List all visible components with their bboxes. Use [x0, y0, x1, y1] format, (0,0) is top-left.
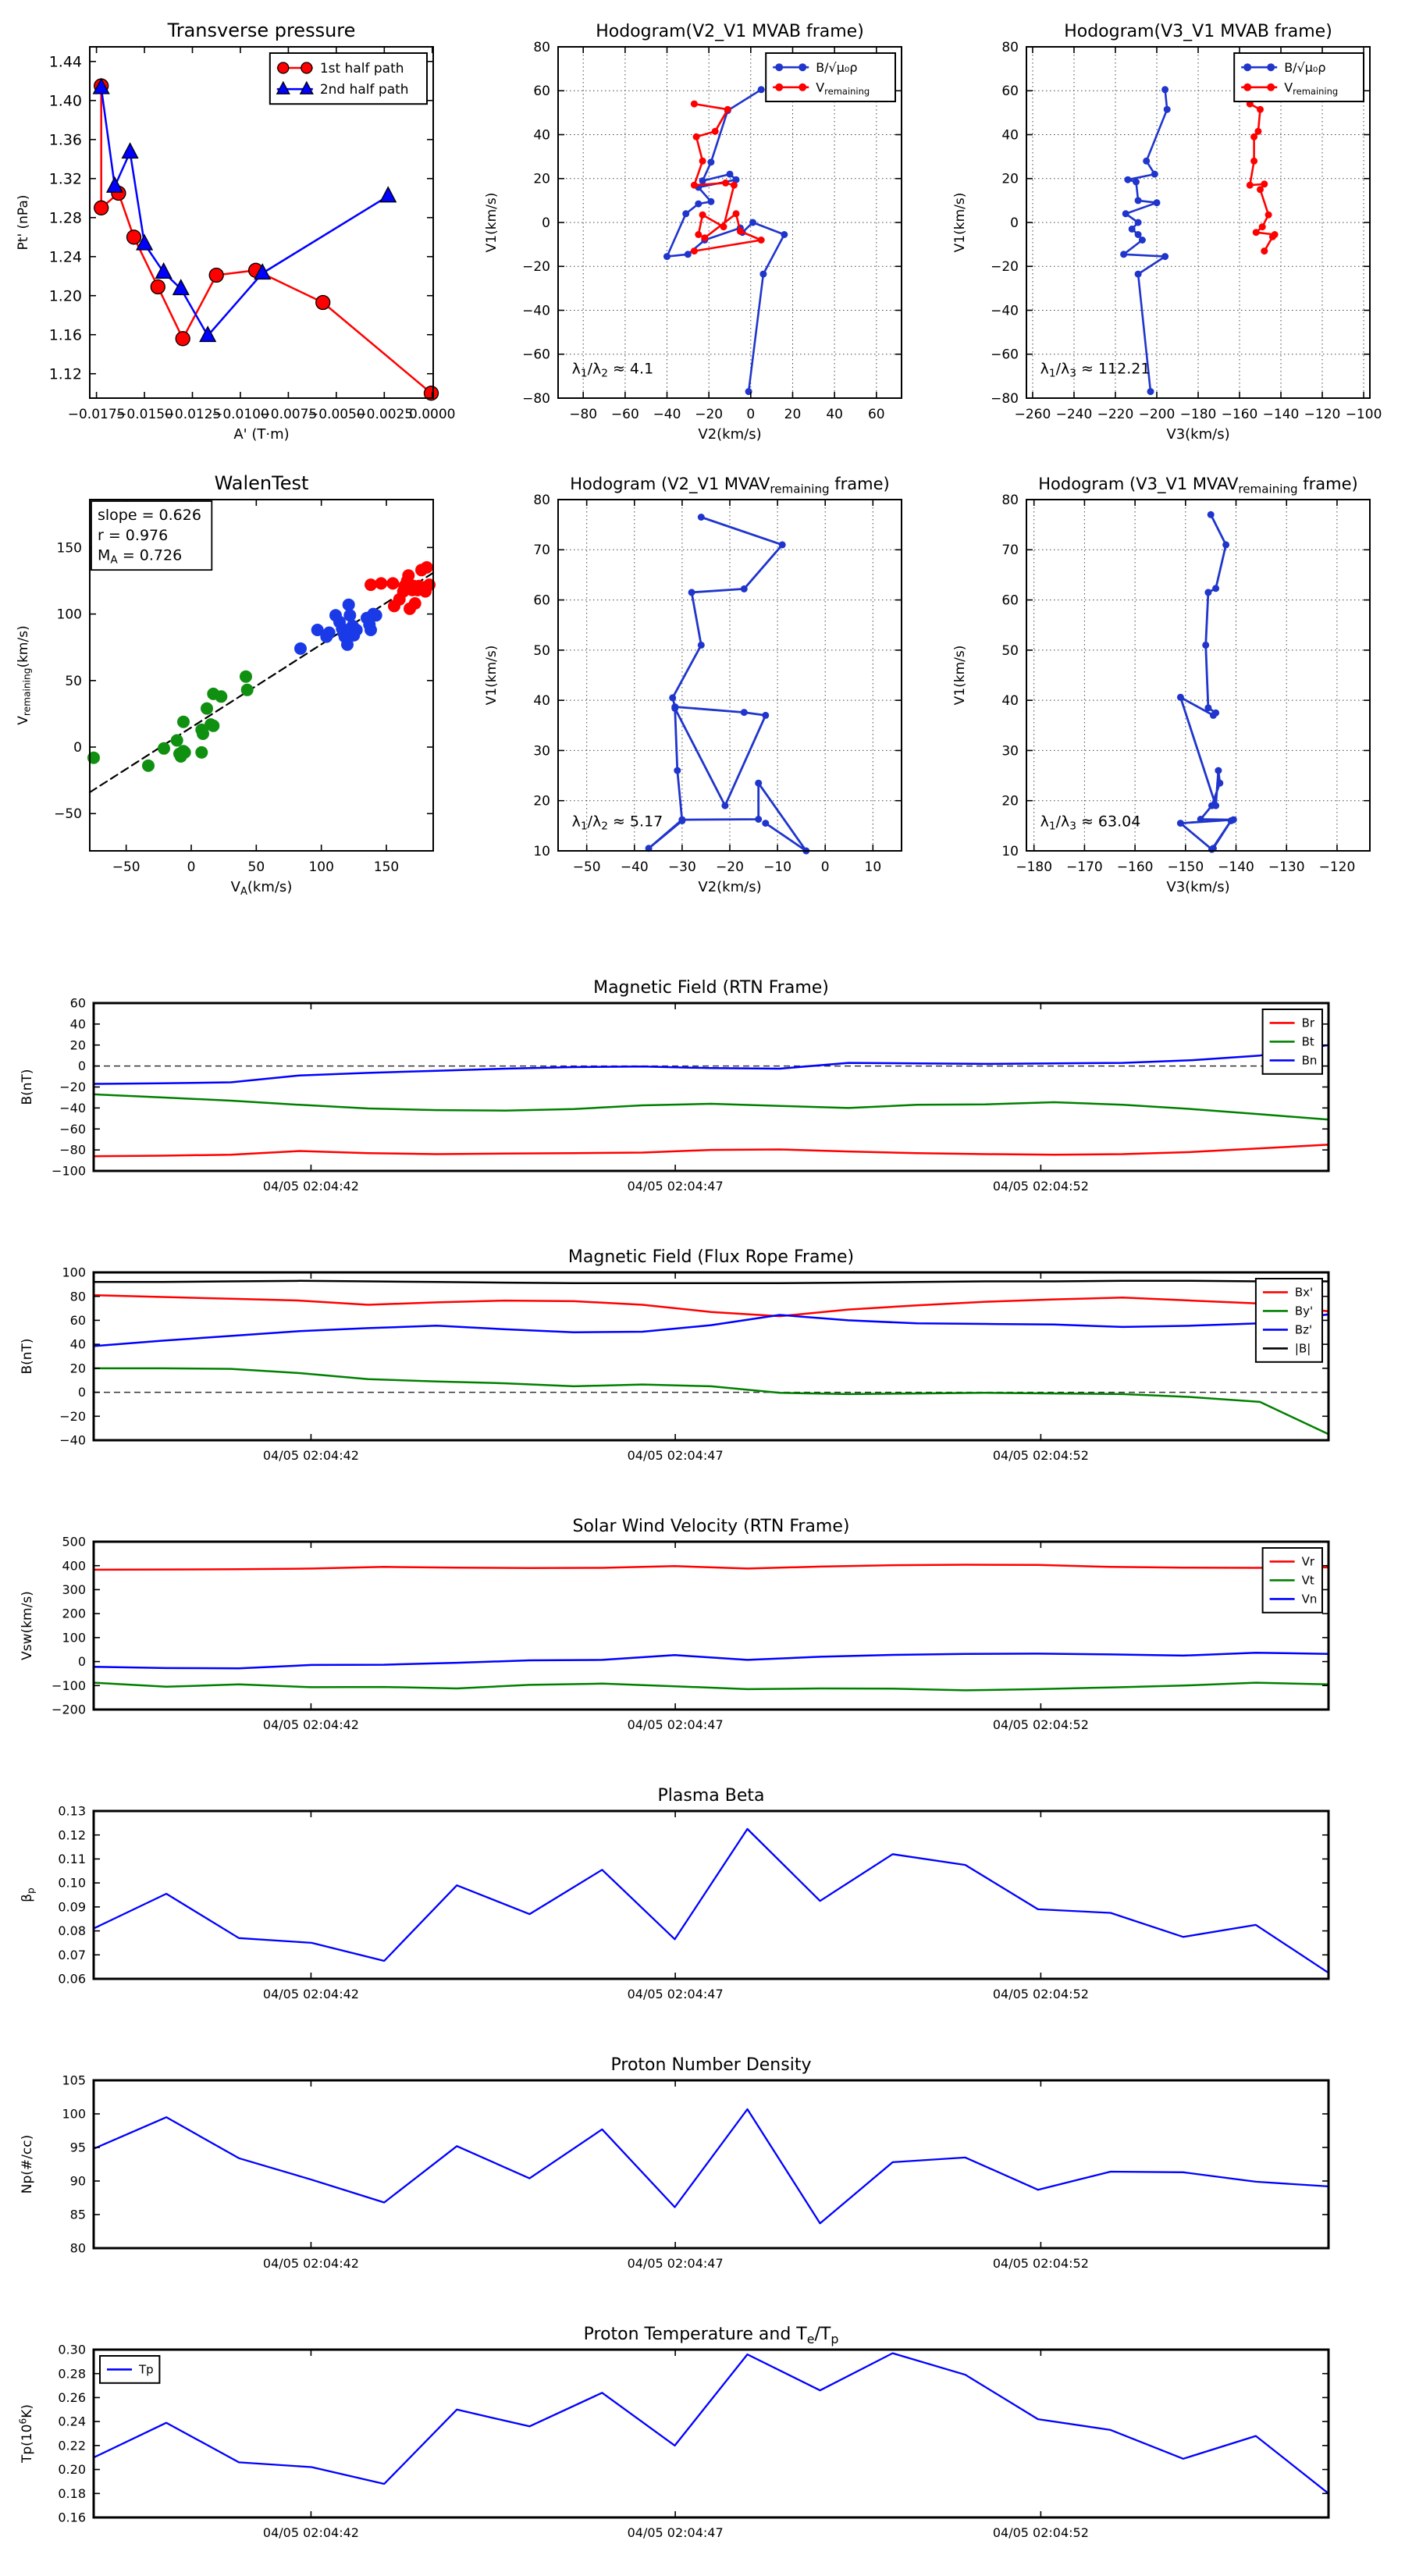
plasma-beta-ytick: 0.12	[58, 1827, 86, 1843]
b-rtn-ytick: 40	[69, 1016, 86, 1032]
hodogram-v2v1-mvab-xlabel: V2(km/s)	[698, 426, 762, 443]
transverse-pressure-xtick: −0.0175	[67, 407, 126, 422]
chart-solar-wind-velocity	[0, 1479, 1405, 1749]
proton-temperature-xtick: 04/05 02:04:42	[262, 2525, 359, 2540]
b-fluxrope-ytick: 80	[69, 1289, 86, 1304]
b-fluxrope-ytick: 60	[69, 1313, 86, 1329]
hodogram-v3v1-mvav-ylabel: V1(km/s)	[952, 645, 968, 706]
proton-temperature-ylabel: $Tp(10^6K)$	[17, 2404, 35, 2463]
transverse-pressure-ytick: 1.40	[48, 92, 82, 110]
hodogram-v2v1-mvab-ytick: 80	[533, 39, 550, 55]
hodogram-v3v1-mvab-ytick: 60	[1001, 84, 1019, 100]
hodogram-v2v1-mvav-annotation: $\lambda_1/\lambda_2 \approx 5.17$	[571, 813, 663, 833]
walen-test-ytick: 150	[56, 540, 82, 557]
b-fluxrope-ytick: −40	[59, 1432, 86, 1448]
proton-density-ylabel: Np(#/cc)	[20, 2134, 35, 2194]
b-rtn-xtick: 04/05 02:04:52	[992, 1179, 1089, 1194]
proton-density-ytick: 105	[62, 2073, 86, 2088]
hodogram-v3v1-mvab-legend	[1234, 53, 1364, 101]
proton-density-ytick: 90	[69, 2173, 86, 2189]
proton-temperature-ytick: 0.28	[58, 2366, 86, 2382]
walen-test-ytick: −50	[54, 806, 82, 823]
b-fluxrope-ylabel: B(nT)	[20, 1338, 35, 1375]
vsw-rtn-title: Solar Wind Velocity (RTN Frame)	[572, 1517, 850, 1536]
b-fluxrope-svg	[0, 1210, 1405, 1479]
walen-test-xtick: 0	[187, 859, 196, 875]
transverse-pressure-legend	[270, 53, 427, 104]
chart-walen-test	[0, 453, 468, 906]
hodogram-v2v1-mvav-ytick: 40	[533, 693, 550, 710]
hodogram-v2v1-mvab-ytick: 60	[533, 84, 550, 100]
svg-text:Vr: Vr	[1301, 1554, 1315, 1569]
b-fluxrope-ytick: 100	[62, 1265, 86, 1280]
hodogram-v3v1-mvav-ytick: 30	[1001, 743, 1019, 760]
svg-text:2nd half path: 2nd half path	[319, 82, 409, 98]
hodogram-v3v1-mvab-ylabel: V1(km/s)	[952, 192, 968, 253]
b-rtn-svg	[0, 941, 1405, 1210]
hodogram-v3v1-mvab-xtick: −240	[1055, 407, 1093, 422]
b-rtn-ytick: −20	[59, 1080, 86, 1095]
proton-density-xtick: 04/05 02:04:47	[627, 2256, 724, 2271]
proton-density-ytick: 80	[69, 2240, 86, 2256]
vsw-rtn-ytick: 400	[62, 1558, 86, 1574]
vsw-rtn-xtick: 04/05 02:04:52	[992, 1717, 1089, 1732]
plasma-beta-ytick: 0.13	[58, 1803, 86, 1819]
transverse-pressure-ytick: 1.32	[48, 170, 82, 188]
b-fluxrope-legend	[1256, 1279, 1322, 1362]
proton-temperature-ytick: 0.16	[58, 2510, 86, 2525]
hodogram-v3v1-mvav-svg	[937, 453, 1405, 906]
hodogram-v3v1-mvab-ytick: 40	[1001, 127, 1019, 144]
hodogram-v3v1-mvav-ytick: 10	[1001, 843, 1019, 859]
hodogram-v2v1-mvav-ytick: 70	[533, 543, 550, 559]
hodogram-v2v1-mvav-title: Hodogram (V2_V1 $MVAV_{remaining}$ frame)	[570, 475, 890, 496]
hodogram-v3v1-mvab-xtick: −260	[1014, 407, 1051, 422]
hodogram-v3v1-mvab-ytick: −40	[991, 303, 1019, 319]
hodogram-v2v1-mvab-xtick: −80	[569, 407, 598, 422]
hodogram-v2v1-mvav-xtick: 0	[820, 859, 830, 875]
plasma-beta-ytick: 0.10	[58, 1875, 86, 1891]
svg-text:1st half path: 1st half path	[319, 60, 404, 76]
transverse-pressure-ytick: 1.12	[48, 365, 82, 383]
hodogram-v2v1-mvab-ytick: −80	[522, 390, 550, 407]
vsw-rtn-ytick: 0	[77, 1654, 86, 1670]
figure-row-2	[0, 453, 1405, 906]
hodogram-v2v1-mvab-xtick: 20	[784, 407, 802, 422]
walen-test-title: WalenTest	[214, 472, 309, 494]
walen-test-ytick: 50	[65, 673, 82, 689]
hodogram-v2v1-mvav-xtick: −20	[716, 859, 744, 875]
proton-density-title: Proton Number Density	[610, 2055, 812, 2075]
hodogram-v2v1-mvab-xtick: 60	[867, 407, 885, 422]
transverse-pressure-xtick: 0.0000	[409, 407, 456, 422]
hodogram-v3v1-mvab-ytick: −80	[991, 390, 1019, 407]
hodogram-v2v1-mvav-xtick: −40	[620, 859, 649, 875]
plasma-beta-xtick: 04/05 02:04:52	[992, 1987, 1089, 2001]
transverse-pressure-ytick: 1.28	[48, 209, 82, 227]
hodogram-v2v1-mvab-ytick: 20	[533, 171, 550, 187]
vsw-rtn-ytick: 100	[62, 1630, 86, 1646]
hodogram-v3v1-mvab-annotation: $\lambda_1/\lambda_3 \approx 112.21$	[1040, 360, 1151, 380]
hodogram-v3v1-mvab-xtick: −180	[1179, 407, 1217, 422]
proton-density-ytick: 100	[62, 2106, 86, 2122]
b-rtn-ylabel: B(nT)	[20, 1069, 35, 1105]
plasma-beta-ytick: 0.08	[58, 1923, 86, 1939]
hodogram-v2v1-mvab-xtick: 0	[746, 407, 756, 422]
chart-hodogram-v2v1-mvab	[468, 0, 937, 453]
plasma-beta-ylabel: $\beta_p$	[20, 1888, 37, 1902]
hodogram-v3v1-mvab-xtick: −160	[1221, 407, 1258, 422]
hodogram-v2v1-mvav-xtick: −10	[763, 859, 792, 875]
hodogram-v2v1-mvab-annotation: $\lambda_1/\lambda_2 \approx 4.1$	[571, 360, 654, 380]
svg-text:Bt: Bt	[1301, 1034, 1314, 1049]
svg-text:MA = 0.726: $M_A = 0.726$	[98, 546, 183, 567]
svg-text:Vremaining: $V_{remaining}$	[1284, 80, 1339, 97]
transverse-pressure-svg	[0, 0, 468, 453]
b-fluxrope-ytick: 40	[69, 1336, 86, 1352]
b-rtn-ytick: −60	[59, 1121, 86, 1137]
chart-magnetic-field-rtn	[0, 941, 1405, 1210]
hodogram-v3v1-mvab-svg	[937, 0, 1405, 453]
vsw-rtn-ytick: 500	[62, 1534, 86, 1550]
hodogram-v3v1-mvav-ytick: 80	[1001, 492, 1019, 508]
hodogram-v3v1-mvab-ytick: −20	[991, 259, 1019, 276]
proton-temperature-ytick: 0.26	[58, 2390, 86, 2406]
svg-text:B/√μ₀ρ: B/√μ₀ρ	[816, 59, 858, 75]
hodogram-v3v1-mvab-ytick: −60	[991, 347, 1019, 363]
svg-text:Bn: Bn	[1301, 1053, 1318, 1068]
chart-magnetic-field-fluxrope	[0, 1210, 1405, 1479]
proton-temperature-ytick: 0.24	[58, 2414, 86, 2429]
hodogram-v3v1-mvab-ytick: 80	[1001, 39, 1019, 55]
walen-test-ytick: 100	[56, 607, 82, 623]
svg-text:Bx': Bx'	[1294, 1285, 1314, 1300]
plasma-beta-ytick: 0.11	[58, 1852, 86, 1867]
transverse-pressure-xtick: −0.0125	[163, 407, 222, 422]
proton-temperature-svg	[0, 2287, 1405, 2556]
plasma-beta-ytick: 0.06	[58, 1971, 86, 1987]
walen-test-xtick: 50	[247, 859, 265, 875]
plasma-beta-title: Plasma Beta	[657, 1786, 765, 1806]
hodogram-v3v1-mvav-xtick: −160	[1116, 859, 1154, 875]
vsw-rtn-xtick: 04/05 02:04:47	[627, 1717, 724, 1732]
plasma-beta-xtick: 04/05 02:04:42	[262, 1987, 359, 2001]
chart-hodogram-v3v1-mvab	[937, 0, 1405, 453]
transverse-pressure-xtick: −0.0075	[259, 407, 318, 422]
chart-proton-temperature	[0, 2287, 1405, 2556]
transverse-pressure-xtick: −0.0050	[307, 407, 365, 422]
b-fluxrope-title: Magnetic Field (Flux Rope Frame)	[567, 1247, 855, 1267]
hodogram-v3v1-mvab-title: Hodogram(V3_V1 MVAB frame)	[1064, 22, 1332, 41]
svg-text:slope = 0.626: slope = 0.626	[98, 507, 201, 525]
chart-hodogram-v2v1-mvav	[468, 453, 937, 906]
vsw-rtn-svg	[0, 1479, 1405, 1749]
vsw-rtn-ytick: −200	[52, 1702, 86, 1717]
hodogram-v2v1-mvab-legend	[766, 53, 895, 101]
b-rtn-title: Magnetic Field (RTN Frame)	[593, 978, 829, 998]
proton-temperature-ytick: 0.20	[58, 2462, 86, 2478]
hodogram-v3v1-mvav-xtick: −120	[1318, 859, 1356, 875]
b-rtn-xtick: 04/05 02:04:42	[262, 1179, 359, 1194]
proton-temperature-ytick: 0.18	[58, 2485, 86, 2501]
hodogram-v2v1-mvav-ytick: 50	[533, 642, 550, 659]
hodogram-v2v1-mvab-ytick: −20	[522, 259, 550, 276]
hodogram-v3v1-mvab-xtick: −120	[1304, 407, 1341, 422]
svg-text:Vn: Vn	[1301, 1592, 1318, 1606]
hodogram-v3v1-mvav-xtick: −150	[1167, 859, 1204, 875]
svg-text:B/√μ₀ρ: B/√μ₀ρ	[1284, 59, 1326, 75]
b-rtn-ytick: 0	[77, 1059, 86, 1074]
plasma-beta-svg	[0, 1749, 1405, 2018]
plasma-beta-xtick: 04/05 02:04:47	[627, 1987, 724, 2001]
hodogram-v2v1-mvav-ylabel: V1(km/s)	[484, 645, 500, 706]
hodogram-v2v1-mvab-xtick: −40	[653, 407, 681, 422]
vsw-rtn-xtick: 04/05 02:04:42	[262, 1717, 359, 1732]
walen-test-ytick: 0	[73, 739, 82, 756]
vsw-rtn-ytick: −100	[52, 1678, 86, 1693]
hodogram-v2v1-mvav-svg	[468, 453, 937, 906]
hodogram-v2v1-mvav-ytick: 60	[533, 592, 550, 609]
transverse-pressure-xtick: −0.0100	[212, 407, 269, 422]
hodogram-v3v1-mvav-xtick: −180	[1016, 859, 1053, 875]
proton-density-svg	[0, 2018, 1405, 2287]
hodogram-v2v1-mvab-ylabel: V1(km/s)	[484, 192, 500, 253]
hodogram-v2v1-mvab-xtick: 40	[826, 407, 843, 422]
svg-text:Vremaining: $V_{remaining}$	[816, 80, 870, 97]
transverse-pressure-ytick: 1.36	[48, 131, 82, 149]
plasma-beta-ytick: 0.09	[58, 1899, 86, 1915]
hodogram-v2v1-mvav-ytick: 80	[533, 492, 550, 508]
walen-test-textbox	[91, 501, 212, 570]
hodogram-v3v1-mvav-ytick: 40	[1001, 693, 1019, 710]
transverse-pressure-xlabel: A' (T·m)	[233, 426, 290, 443]
b-fluxrope-xtick: 04/05 02:04:42	[262, 1448, 359, 1463]
hodogram-v3v1-mvab-ytick: 0	[1010, 215, 1019, 231]
transverse-pressure-title: Transverse pressure	[167, 20, 356, 41]
hodogram-v2v1-mvab-xtick: −60	[610, 407, 639, 422]
b-fluxrope-xtick: 04/05 02:04:47	[627, 1448, 724, 1463]
b-rtn-ytick: 60	[69, 995, 86, 1011]
transverse-pressure-ytick: 1.44	[48, 53, 82, 71]
proton-temperature-legend	[100, 2356, 159, 2383]
walen-test-xtick: 150	[373, 859, 400, 875]
hodogram-v3v1-mvab-xtick: −100	[1345, 407, 1382, 422]
hodogram-v2v1-mvav-ytick: 30	[533, 743, 550, 760]
hodogram-v3v1-mvav-ytick: 70	[1001, 543, 1019, 559]
svg-text:|B|: |B|	[1294, 1341, 1311, 1356]
svg-text:Br: Br	[1301, 1016, 1315, 1030]
b-rtn-ytick: −100	[52, 1163, 86, 1179]
chart-transverse-pressure	[0, 0, 468, 453]
b-fluxrope-ytick: −20	[59, 1408, 86, 1424]
walen-test-xlabel: $V_A(km/s)$	[230, 879, 293, 898]
hodogram-v2v1-mvab-ytick: 40	[533, 127, 550, 144]
b-fluxrope-xtick: 04/05 02:04:52	[992, 1448, 1089, 1463]
hodogram-v2v1-mvab-ytick: 0	[542, 215, 550, 231]
proton-density-ytick: 95	[69, 2140, 86, 2155]
hodogram-v2v1-mvab-ytick: −60	[522, 347, 550, 363]
proton-density-xtick: 04/05 02:04:42	[262, 2256, 359, 2271]
transverse-pressure-ytick: 1.24	[48, 248, 82, 266]
hodogram-v3v1-mvav-annotation: $\lambda_1/\lambda_3 \approx 63.04$	[1040, 813, 1141, 833]
b-rtn-ytick: −40	[59, 1100, 86, 1115]
hodogram-v2v1-mvab-svg	[468, 0, 937, 453]
proton-temperature-xtick: 04/05 02:04:52	[992, 2525, 1089, 2540]
proton-temperature-xtick: 04/05 02:04:47	[627, 2525, 724, 2540]
walen-test-xtick: −50	[112, 859, 140, 875]
svg-text:By': By'	[1294, 1304, 1314, 1318]
b-rtn-xtick: 04/05 02:04:47	[627, 1179, 724, 1194]
hodogram-v2v1-mvav-ytick: 10	[533, 843, 550, 859]
b-fluxrope-ytick: 20	[69, 1361, 86, 1376]
walen-test-svg	[0, 453, 468, 906]
figure-row-1	[0, 0, 1405, 453]
walen-test-ylabel: $V_{remaining}(km/s)$	[16, 625, 33, 725]
chart-proton-number-density	[0, 2018, 1405, 2287]
hodogram-v2v1-mvav-xtick: 10	[864, 859, 882, 875]
b-rtn-ytick: −80	[59, 1142, 86, 1158]
svg-text:Tp: Tp	[139, 2362, 154, 2377]
hodogram-v3v1-mvav-xtick: −170	[1066, 859, 1103, 875]
hodogram-v2v1-mvav-ytick: 20	[533, 793, 550, 809]
b-rtn-ytick: 20	[69, 1037, 86, 1053]
plasma-beta-ytick: 0.07	[58, 1947, 86, 1962]
hodogram-v2v1-mvab-title: Hodogram(V2_V1 MVAB frame)	[596, 22, 864, 41]
proton-temperature-ytick: 0.30	[58, 2342, 86, 2357]
transverse-pressure-xtick: −0.0025	[355, 407, 414, 422]
walen-test-xtick: 100	[308, 859, 334, 875]
transverse-pressure-ytick: 1.16	[48, 326, 82, 344]
hodogram-v2v1-mvab-xtick: −20	[695, 407, 724, 422]
svg-text:Bz': Bz'	[1294, 1322, 1313, 1337]
hodogram-v3v1-mvav-ytick: 20	[1001, 793, 1019, 809]
proton-density-ytick: 85	[69, 2207, 86, 2222]
hodogram-v3v1-mvav-xtick: −140	[1218, 859, 1254, 875]
hodogram-v3v1-mvab-xtick: −140	[1262, 407, 1300, 422]
hodogram-v3v1-mvav-title: Hodogram (V3_V1 $MVAV_{remaining}$ frame)	[1038, 475, 1358, 496]
b-rtn-legend	[1263, 1009, 1322, 1074]
timeseries-section	[0, 941, 1405, 2556]
chart-plasma-beta	[0, 1749, 1405, 2018]
hodogram-v3v1-mvav-ytick: 60	[1001, 592, 1019, 609]
vsw-rtn-ylabel: Vsw(km/s)	[20, 1591, 35, 1660]
svg-text:r = 0.976: r = 0.976	[98, 526, 169, 544]
hodogram-v3v1-mvab-ytick: 20	[1001, 171, 1019, 187]
transverse-pressure-xtick: −0.0150	[116, 407, 173, 422]
vsw-rtn-legend	[1263, 1548, 1322, 1613]
transverse-pressure-ylabel: Pt' (nPa)	[16, 194, 31, 251]
vsw-rtn-ytick: 300	[62, 1582, 86, 1598]
hodogram-v3v1-mvav-xtick: −130	[1268, 859, 1305, 875]
transverse-pressure-ytick: 1.20	[48, 287, 82, 305]
hodogram-v3v1-mvav-ytick: 50	[1001, 642, 1019, 659]
hodogram-v3v1-mvab-xlabel: V3(km/s)	[1166, 426, 1230, 443]
proton-density-xtick: 04/05 02:04:52	[992, 2256, 1089, 2271]
hodogram-v2v1-mvab-ytick: −40	[522, 303, 550, 319]
chart-hodogram-v3v1-mvav	[937, 453, 1405, 906]
proton-temperature-title: Proton Temperature and $T_e/T_p$	[583, 2325, 839, 2347]
hodogram-v2v1-mvav-xtick: −30	[667, 859, 696, 875]
hodogram-v2v1-mvav-xlabel: V2(km/s)	[698, 879, 762, 895]
b-fluxrope-ytick: 0	[77, 1385, 86, 1400]
vsw-rtn-ytick: 200	[62, 1606, 86, 1621]
proton-temperature-ytick: 0.22	[58, 2438, 86, 2453]
hodogram-v2v1-mvav-xtick: −50	[572, 859, 601, 875]
hodogram-v3v1-mvab-xtick: −220	[1097, 407, 1134, 422]
svg-text:Vt: Vt	[1301, 1573, 1314, 1588]
hodogram-v3v1-mvav-xlabel: V3(km/s)	[1166, 879, 1230, 895]
hodogram-v3v1-mvab-xtick: −200	[1138, 407, 1176, 422]
